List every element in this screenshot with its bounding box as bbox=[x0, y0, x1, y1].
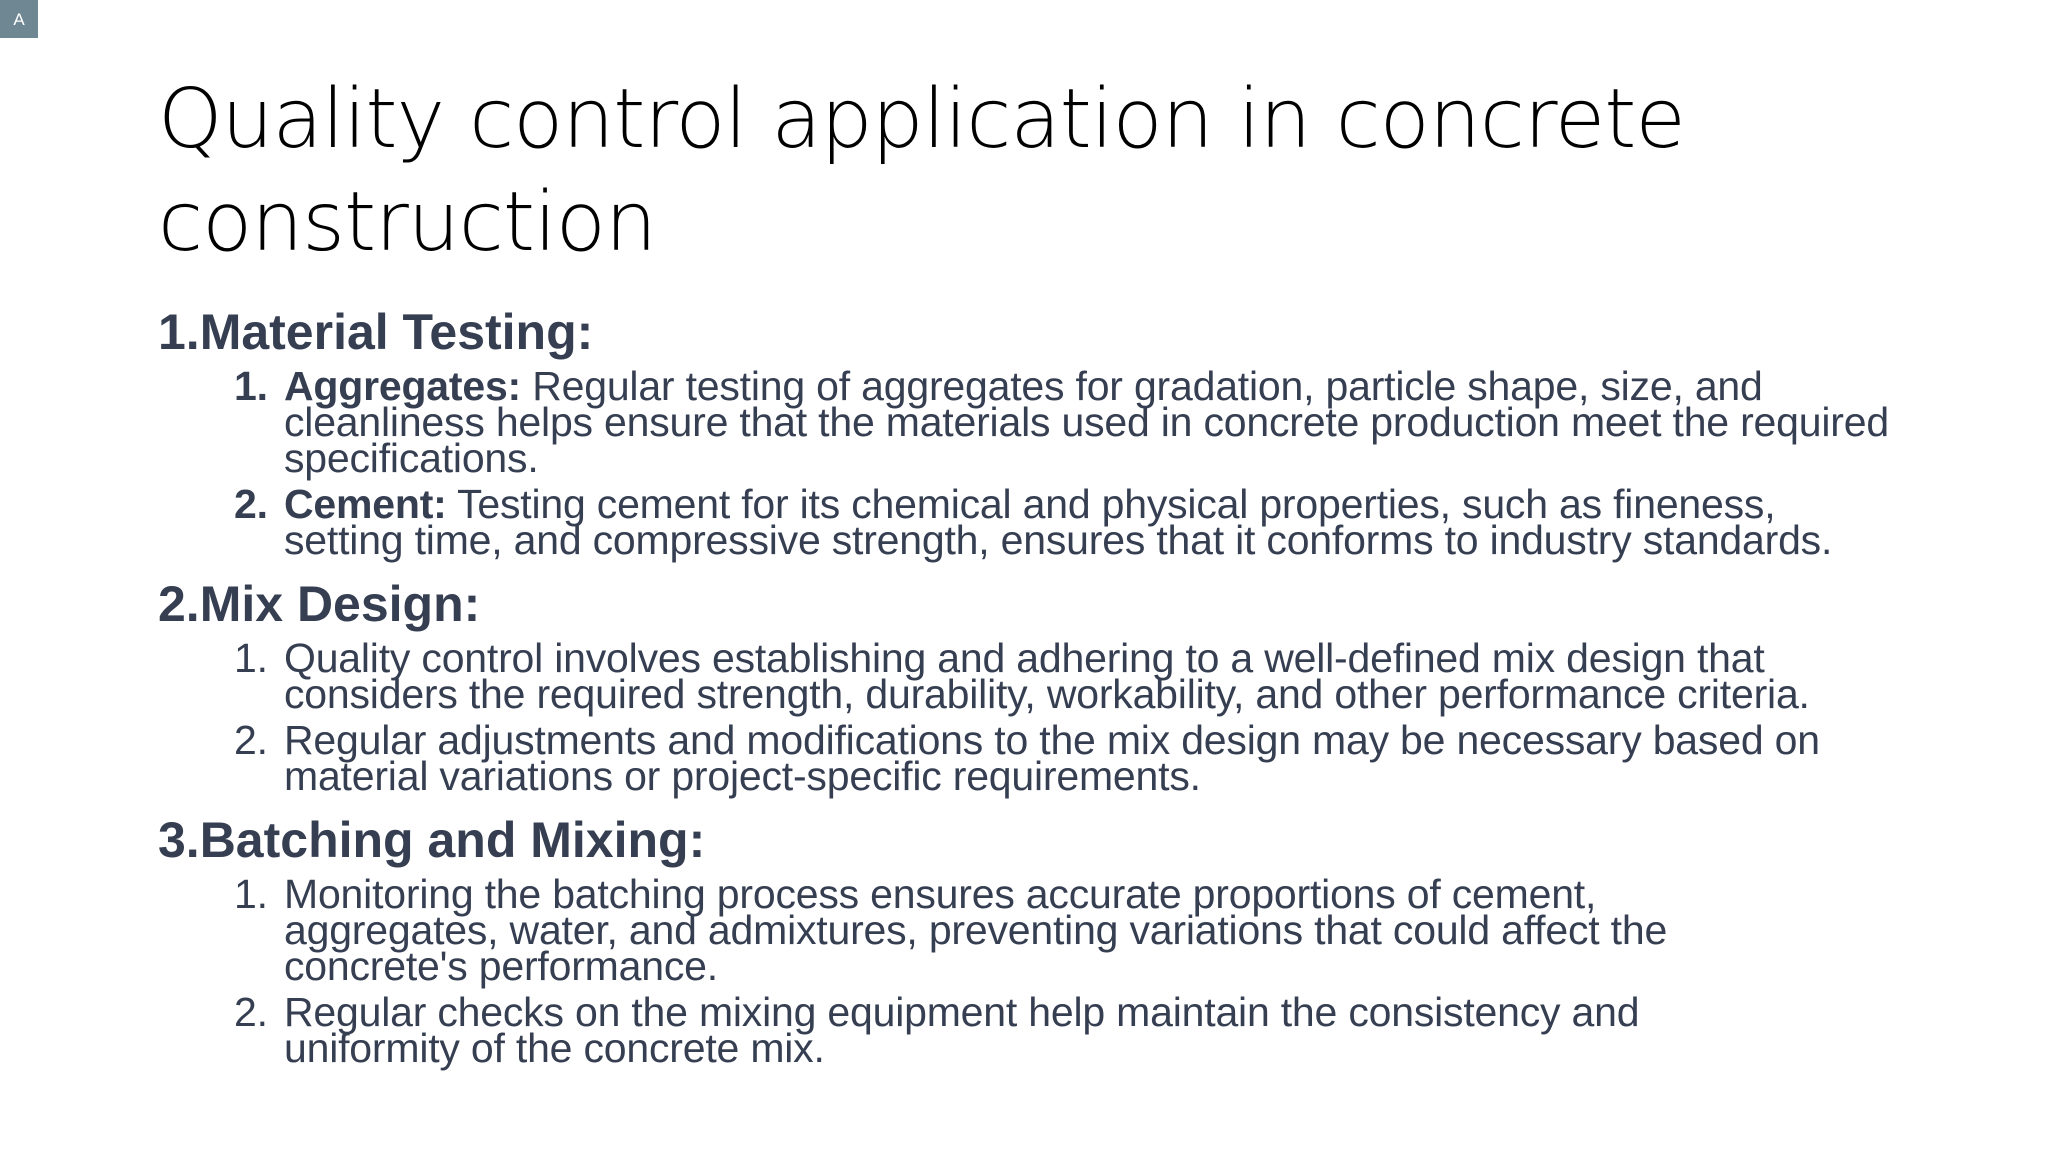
slide-body bbox=[158, 296, 2018, 1076]
section-batching-and-mixing bbox=[158, 804, 2018, 1071]
list-item-number: 2. bbox=[234, 717, 268, 763]
list-item-text: Testing cement for its chemical and physical properties, such as fineness, setting time, and compressive strength, ensures that it conforms to industry standards. bbox=[284, 481, 1833, 563]
list-item bbox=[158, 871, 1814, 989]
list-item-number: 2. bbox=[234, 481, 268, 527]
list-item bbox=[158, 717, 1894, 799]
list-item bbox=[158, 635, 1884, 717]
section-mix-design bbox=[158, 568, 2018, 799]
list-item-text: Monitoring the batching process ensures accurate proportions of cement, aggregates, water, and admixtures, preventing variations that could affect the concrete's performance. bbox=[284, 871, 1668, 989]
list-item-text: Regular checks on the mixing equipment help maintain the consistency and uniformity of the concrete mix. bbox=[284, 989, 1640, 1071]
section-material-testing bbox=[158, 296, 2018, 563]
section-list bbox=[158, 635, 2018, 799]
list-item-label: Aggregates: bbox=[284, 363, 522, 409]
list-item bbox=[158, 989, 1814, 1071]
list-item-text: Regular adjustments and modifications to the mix design may be necessary based on material variations or project-specific requirements. bbox=[284, 717, 1820, 799]
list-item-text: Quality control involves establishing and adhering to a well-defined mix design that considers the required strength, durability, workability, and other performance criteria. bbox=[284, 635, 1810, 717]
list-item-label: Cement: bbox=[284, 481, 447, 527]
avatar[interactable]: A bbox=[0, 0, 38, 38]
section-list bbox=[158, 363, 2018, 563]
section-heading: 3.Batching and Mixing: bbox=[158, 812, 706, 868]
section-heading: 2.Mix Design: bbox=[158, 576, 481, 632]
list-item bbox=[158, 481, 1904, 563]
list-item-number: 2. bbox=[234, 989, 268, 1035]
list-item-text: Regular testing of aggregates for gradation, particle shape, size, and cleanliness helps ensure that the materials used in concrete production meet the required specifications. bbox=[284, 363, 1889, 481]
list-item-number: 1. bbox=[234, 363, 268, 409]
list-item-number: 1. bbox=[234, 871, 268, 917]
list-item-number: 1. bbox=[234, 635, 268, 681]
slide-title: Quality control application in concrete construction bbox=[158, 72, 1685, 270]
section-list bbox=[158, 871, 2018, 1071]
list-item bbox=[158, 363, 1894, 481]
section-heading: 1.Material Testing: bbox=[158, 304, 594, 360]
